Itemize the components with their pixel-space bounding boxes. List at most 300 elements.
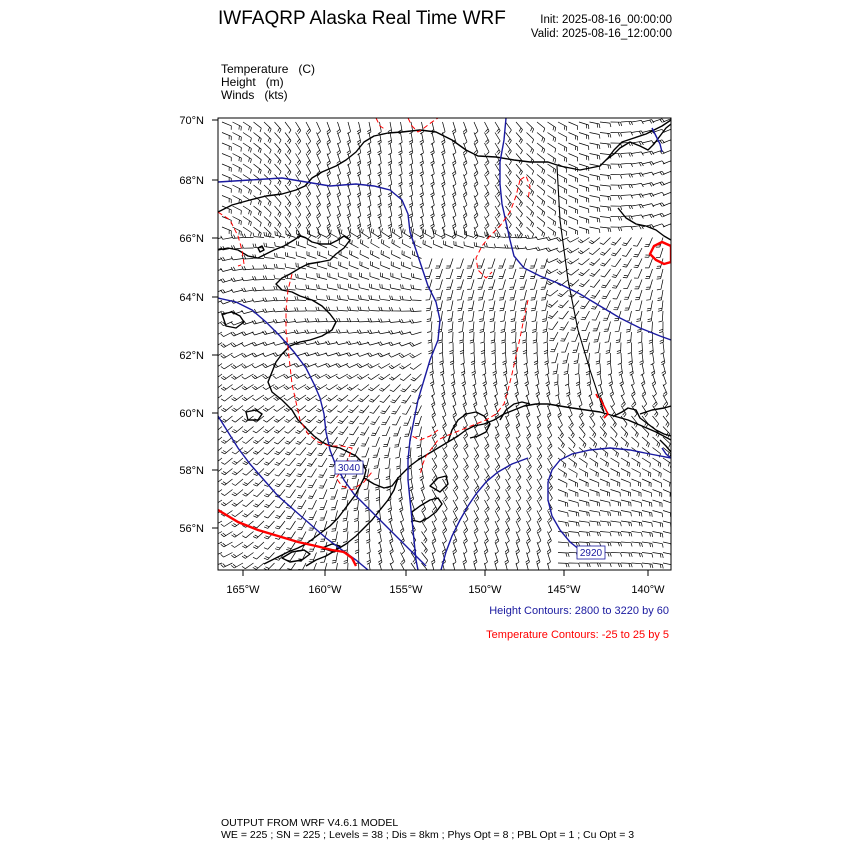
wind-barb: [485, 532, 489, 544]
wind-barb: [275, 175, 282, 186]
wind-barb: [275, 164, 282, 175]
wind-barb: [360, 239, 369, 248]
wind-barb: [621, 205, 633, 209]
wind-barb: [544, 343, 548, 354]
wind-barb: [623, 259, 632, 268]
wind-barb: [632, 479, 641, 487]
wind-barb: [600, 500, 610, 506]
wind-barb: [579, 196, 589, 203]
wind-barb: [547, 395, 550, 407]
wind-barb: [306, 122, 311, 134]
wind-barb: [578, 238, 590, 244]
wind-barb: [390, 553, 394, 565]
wind-barb: [307, 469, 316, 478]
wind-barb: [516, 553, 519, 565]
wind-barb: [253, 553, 264, 560]
wind-barb: [663, 374, 666, 386]
wind-barb: [600, 259, 610, 267]
wind-barb: [464, 196, 468, 208]
wind-barb: [525, 374, 529, 386]
wind-barb: [548, 448, 553, 460]
wind-barb: [264, 185, 271, 196]
wind-barb: [398, 154, 402, 166]
wind-barb: [430, 374, 434, 386]
wind-barb: [464, 133, 468, 145]
wind-barb: [653, 521, 663, 527]
wind-barb: [642, 479, 651, 487]
wind-barb: [369, 295, 380, 300]
wind-barb: [514, 374, 518, 386]
wind-barb: [590, 185, 600, 191]
wind-barb: [653, 192, 665, 195]
wind-barb: [306, 227, 311, 239]
wind-barb: [326, 307, 337, 311]
wind-barb: [506, 448, 511, 460]
wind-barb: [621, 458, 630, 467]
wind-barb: [457, 269, 464, 279]
wind-barb: [371, 239, 380, 248]
wind-barb: [495, 500, 500, 512]
wind-barb: [317, 227, 321, 239]
wind-barb: [210, 553, 222, 557]
wind-barb: [474, 122, 478, 134]
wind-barb: [548, 311, 558, 319]
wind-barb: [600, 490, 610, 497]
wind-barb: [634, 259, 642, 268]
wind-barb: [306, 285, 317, 290]
wind-barb: [357, 133, 361, 145]
wind-barb: [464, 437, 469, 449]
wind-barb: [458, 311, 463, 322]
wind-barb: [579, 217, 589, 224]
wind-barb: [222, 122, 231, 130]
wind-barb: [621, 132, 633, 136]
wind-barb: [222, 196, 231, 204]
wind-barb: [558, 427, 564, 439]
wind-barb: [294, 330, 306, 334]
wind-barb: [233, 122, 242, 131]
wind-barb: [516, 122, 523, 133]
wind-barb: [590, 269, 600, 276]
wind-barb: [347, 352, 359, 356]
wind-barb: [653, 542, 664, 548]
wind-barb: [546, 248, 558, 252]
wind-barb: [315, 352, 327, 356]
wind-barb: [242, 542, 253, 548]
wind-barb: [600, 133, 611, 138]
wind-barb: [490, 322, 495, 333]
wind-barb: [569, 532, 580, 537]
wind-barb: [527, 143, 534, 154]
wind-barb: [548, 196, 556, 206]
wind-barb: [315, 374, 327, 379]
wind-barb: [600, 532, 611, 537]
wind-barb: [221, 289, 233, 293]
wind-barb: [232, 532, 244, 538]
wind-barb: [467, 259, 474, 269]
wind-barb: [339, 437, 348, 446]
wind-barb: [371, 250, 380, 258]
wind-barb: [482, 364, 486, 376]
wind-barb: [443, 511, 448, 523]
wind-barb: [542, 311, 547, 322]
wind-barb: [642, 532, 653, 537]
wind-barb: [569, 511, 579, 517]
wind-barb: [600, 427, 607, 438]
wind-barb: [380, 284, 390, 290]
wind-barb: [663, 202, 675, 206]
wind-barb: [442, 154, 445, 166]
wind-barb: [264, 511, 274, 519]
wind-barb: [578, 259, 589, 265]
wind-barb: [457, 280, 464, 290]
wind-barb: [354, 500, 359, 511]
wind-barb: [636, 301, 642, 311]
wind-barb: [505, 553, 509, 565]
wind-barb: [264, 164, 271, 175]
wind-barb: [275, 154, 282, 165]
wind-barb: [337, 143, 341, 155]
wind-barb: [296, 448, 306, 456]
wind-barb: [446, 280, 453, 290]
wind-barb: [600, 122, 611, 127]
wind-barb: [378, 154, 381, 166]
wind-barb: [484, 395, 487, 407]
wind-barb: [231, 542, 243, 548]
wind-barb: [338, 416, 348, 424]
wind-barb: [568, 280, 579, 287]
wind-barb: [600, 196, 611, 201]
variable-temperature: Temperature (C): [221, 62, 316, 76]
wind-barb: [621, 490, 631, 497]
wind-barb: [516, 532, 520, 544]
wind-barb: [558, 511, 568, 517]
wind-barb: [231, 563, 243, 568]
wind-barb: [548, 427, 552, 439]
wind-barb: [441, 175, 445, 187]
wind-barb: [378, 532, 381, 544]
wind-barb: [254, 154, 262, 164]
wind-barb: [443, 427, 447, 439]
wind-barb: [621, 395, 625, 407]
wind-barb: [305, 318, 317, 322]
wind-barb: [651, 364, 655, 376]
wind-barb: [527, 437, 532, 449]
wind-barb: [320, 563, 327, 573]
wind-barb: [452, 385, 456, 397]
wind-barb: [426, 301, 432, 311]
wind-barb: [379, 374, 390, 380]
wind-barb: [254, 122, 262, 132]
wind-barb: [297, 511, 306, 520]
wind-barb: [242, 385, 254, 390]
wind-barb: [474, 521, 478, 533]
wind-barb: [516, 395, 519, 407]
wind-barb: [621, 427, 628, 438]
wind-barb: [463, 122, 467, 134]
wind-barb: [233, 175, 242, 184]
wind-barb: [379, 385, 390, 392]
wind-barb: [537, 448, 542, 460]
wind-barb: [638, 332, 642, 343]
wind-barb: [569, 521, 580, 526]
wind-barb: [379, 307, 390, 311]
wind-barb: [337, 318, 349, 322]
wind-barb: [516, 448, 521, 460]
wind-barb: [579, 227, 589, 234]
height-contour-legend: Height Contours: 2800 to 3220 by 60: [489, 605, 669, 617]
wind-barb: [391, 395, 401, 403]
wind-barb: [653, 511, 663, 518]
wind-barb: [232, 427, 243, 433]
wind-barb: [221, 521, 233, 527]
wind-barb: [253, 479, 264, 486]
wind-barb: [275, 143, 282, 154]
wind-barb: [549, 332, 558, 341]
wind-barb: [306, 154, 311, 166]
wind-barb: [647, 301, 653, 312]
wind-barb: [210, 258, 222, 262]
wind-barb: [242, 511, 253, 518]
wind-barb: [337, 395, 348, 401]
wind-barb: [621, 195, 633, 199]
wind-barb: [252, 353, 264, 357]
wind-barb: [370, 261, 379, 269]
wind-barb: [326, 395, 337, 401]
wind-barb: [390, 296, 401, 301]
wind-barb: [327, 196, 331, 208]
wind-barb: [380, 406, 390, 414]
wind-barb: [533, 332, 537, 343]
wind-barb: [274, 427, 285, 434]
wind-barb: [254, 143, 262, 153]
wind-barb: [516, 469, 521, 481]
wind-barb: [308, 500, 316, 509]
wind-barb: [495, 542, 499, 554]
wind-barb: [579, 154, 589, 161]
wind-barb: [210, 343, 222, 348]
wind-barb: [275, 458, 285, 465]
wind-barb: [263, 298, 275, 302]
wind-barb: [621, 174, 633, 178]
wind-barb: [243, 154, 251, 163]
wind-barb: [295, 307, 306, 311]
wind-barb: [505, 245, 517, 249]
wind-barb: [399, 164, 403, 176]
wind-barb: [495, 143, 500, 155]
wind-barb: [567, 395, 571, 407]
wind-barb: [409, 164, 413, 176]
wind-barb: [662, 364, 666, 376]
wind-barb: [569, 500, 579, 507]
wind-barb: [558, 490, 567, 498]
wind-barb: [221, 437, 232, 443]
wind-barb: [350, 228, 359, 237]
wind-barb: [501, 322, 506, 333]
wind-barb: [398, 206, 402, 218]
wind-barb: [611, 490, 621, 497]
wind-barb: [601, 280, 610, 288]
wind-barb: [308, 490, 317, 499]
wind-barb: [315, 341, 327, 345]
wind-barb: [297, 521, 306, 530]
wind-barb: [448, 322, 453, 333]
wind-barb: [242, 353, 254, 357]
wind-barb: [516, 217, 523, 228]
wind-barb: [378, 553, 382, 565]
wind-barb: [612, 269, 621, 278]
wind-barb: [461, 353, 465, 365]
wind-barb: [590, 469, 599, 478]
wind-barb: [331, 521, 337, 531]
wind-barb: [423, 240, 432, 248]
wind-barb: [663, 139, 675, 143]
wind-barb: [221, 395, 232, 401]
wind-barb: [527, 532, 531, 544]
wind-barb: [275, 133, 282, 144]
wind-barb: [659, 322, 663, 333]
wind-barb: [452, 164, 456, 176]
wind-barb: [389, 374, 400, 380]
wind-barb: [378, 542, 382, 554]
wind-barb: [264, 448, 275, 455]
wind-barb: [515, 563, 519, 575]
wind-barb: [380, 273, 390, 280]
wind-barb: [632, 563, 643, 568]
wind-barb: [436, 269, 443, 279]
wind-barb: [443, 521, 447, 533]
wind-barb: [253, 542, 264, 549]
wind-barb: [547, 542, 551, 554]
wind-barb: [275, 231, 285, 237]
wind-barb: [286, 553, 295, 561]
wind-barb: [422, 521, 427, 533]
wind-barb: [632, 500, 642, 507]
wind-barb: [579, 521, 590, 526]
wind-barb: [526, 385, 529, 397]
wind-barb: [388, 154, 392, 166]
wind-barb: [621, 511, 631, 517]
valid-time: Valid: 2025-08-16_12:00:00: [530, 28, 672, 40]
wind-barb: [381, 250, 390, 258]
wind-barb: [388, 500, 392, 512]
wind-barb: [485, 164, 490, 176]
wind-barb: [494, 395, 498, 407]
lon-axis: [243, 570, 648, 576]
wind-barb: [453, 542, 457, 554]
wind-barb: [632, 204, 644, 208]
wind-barb: [296, 185, 301, 197]
wind-barb: [601, 269, 611, 277]
wind-barb: [527, 469, 532, 481]
wind-barb: [370, 416, 379, 425]
wind-barb: [657, 290, 663, 301]
wind-barb: [448, 311, 453, 322]
wind-barb: [273, 319, 285, 323]
wind-barb: [632, 120, 644, 124]
wind-barb: [642, 385, 646, 397]
wind-barb: [409, 122, 412, 134]
wind-barb: [443, 500, 448, 512]
wind-barb: [221, 448, 232, 454]
wind-barb: [625, 301, 632, 311]
wind-barb: [264, 122, 271, 133]
wind-barb: [505, 395, 509, 407]
wind-barb: [464, 469, 469, 481]
wind-barb: [451, 374, 455, 386]
wind-barb: [624, 290, 632, 299]
wind-barb: [663, 192, 675, 196]
wind-barb: [622, 238, 632, 246]
wind-barb: [621, 163, 633, 167]
wind-barb: [430, 175, 434, 187]
wind-barb: [338, 273, 348, 280]
wind-barb: [423, 229, 432, 238]
wind-barb: [286, 490, 296, 498]
wind-barb: [414, 416, 421, 426]
wind-barb: [275, 122, 282, 133]
wind-barb: [284, 330, 296, 333]
wind-barb: [657, 269, 663, 279]
wind-barb: [393, 427, 400, 436]
wind-barb: [640, 353, 644, 365]
wind-barb: [263, 364, 275, 368]
wind-barb: [611, 542, 622, 546]
wind-barb: [663, 532, 673, 538]
wind-barb: [371, 427, 380, 436]
wind-barb: [317, 196, 321, 208]
wind-barb: [331, 500, 338, 510]
wind-barb: [464, 490, 469, 502]
wind-barb: [432, 458, 437, 470]
wind-barb: [661, 343, 665, 355]
wind-barb: [232, 490, 243, 496]
wind-barb: [377, 521, 381, 533]
wind-barb: [548, 175, 556, 185]
wind-barb: [361, 437, 369, 446]
wind-barb: [352, 479, 358, 489]
wind-barb: [650, 343, 654, 355]
wind-barb: [337, 206, 341, 218]
wind-barb: [590, 227, 600, 233]
wind-barb: [621, 542, 632, 547]
wind-barb: [253, 265, 264, 269]
wind-barb: [232, 406, 243, 412]
wind-barb: [431, 164, 434, 176]
wind-barb: [663, 213, 675, 217]
wind-barb: [317, 122, 321, 134]
wind-barb: [627, 332, 632, 343]
lon-label-160: 160°W: [308, 584, 342, 596]
wind-barb: [558, 301, 568, 308]
wind-barb: [221, 364, 233, 369]
wind-barb: [632, 437, 640, 447]
wind-barb: [296, 217, 301, 229]
wind-barb: [453, 448, 458, 460]
wind-barb: [349, 427, 358, 435]
wind-barb: [231, 553, 243, 558]
wind-barb: [243, 479, 254, 486]
wind-barb: [449, 343, 453, 354]
wind-barb: [589, 385, 592, 397]
wind-barb: [635, 290, 642, 300]
wind-barb: [317, 154, 321, 166]
wind-barb: [537, 458, 542, 470]
wind-barb: [326, 374, 338, 379]
wind-barb: [569, 458, 577, 468]
wind-barb: [663, 160, 675, 164]
wind-barb: [370, 272, 380, 279]
